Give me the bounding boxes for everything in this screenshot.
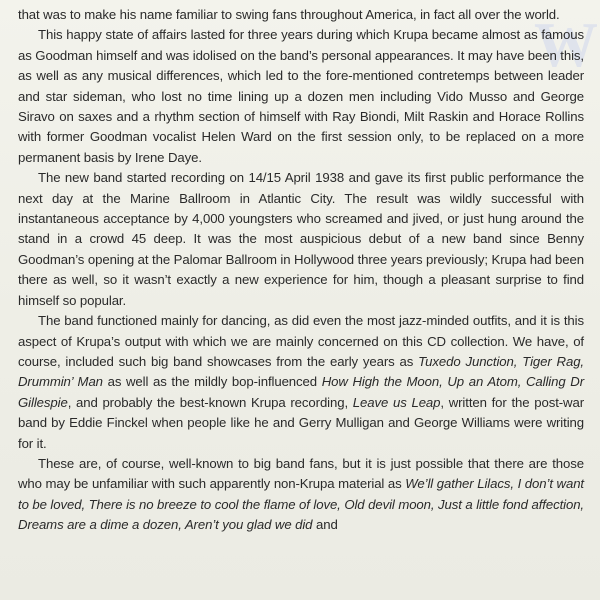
- song-title: Leave us Leap: [352, 394, 441, 410]
- paragraph-continuation: that was to make his name familiar to swing fans throughout America, in fact all over the world.: [18, 7, 560, 22]
- liner-notes-text: [18, 5, 584, 536]
- paragraph-non-krupa-material: [18, 454, 584, 536]
- text-run: and: [312, 517, 338, 533]
- song-titles: How High the Moon, Up an Atom, Calling Dr Gillespie: [18, 374, 584, 410]
- song-titles: We’ll gather Lilacs, I don’t want to be loved, There is no breeze to cool the flame of love, Old devil moon, Just a little fond affection, Dreams are a dime a dozen, Aren’t you glad we did: [18, 476, 584, 533]
- paragraph-dance-band: [18, 311, 584, 454]
- text-run: The band functioned mainly for dancing, as did even the most jazz-minded outfits, and it is this aspect of Krupa’s output with which we are mainly concerned on this CD collection. We have, of course, included such big band showcases from the early years as: [18, 313, 584, 369]
- text-run: These are, of course, well-known to big band fans, but it is just possible that there are those who may be unfamiliar with such apparently non-Krupa material as: [18, 455, 584, 492]
- text-run: , and probably the best-known Krupa recording,: [67, 394, 353, 410]
- paragraph-krupa-fame: This happy state of affairs lasted for three years during which Krupa became almost as famous as Goodman himself and was idolised on the band’s personal appearances. It may have been this, as well as any musical differences, which led to the fore-mentioned contretemps between leader and star sideman, who lost no time lining up a dozen men including Vido Musso and George Siravo on saxes and a rhythm section of himself with Ray Biondi, Milt Raskin and Horace Rollins with former Goodman vocalist Helen Ward on the first session only, to be replaced on a more permanent basis by Irene Daye.: [18, 27, 584, 165]
- text-run: , written for the post-war band by Eddie Finckel when people like he and Gerry Mulligan and George Williams were writing for it.: [18, 394, 584, 451]
- text-run: as well as the mildly bop-influenced: [102, 374, 322, 390]
- song-titles: Tuxedo Junction, Tiger Rag, Drummin’ Man: [18, 353, 584, 390]
- show-through-letter: W: [534, 9, 592, 80]
- paragraph-new-band-debut: The new band started recording on 14/15 April 1938 and gave its first public performance the next day at the Marine Ballroom in Atlantic City. The result was wildly successful with instantaneous acceptance by 4,000 youngsters who screamed and jived, or just hung around the stand in a crowd 45 deep. It was the most auspicious debut of a new band since Benny Goodman’s opening at the Palomar Ballroom in Hollywood three years previously; Krupa had been there as well, so it wasn’t exactly a new experience for him, though a pleasant surprise to find himself so popular.: [18, 170, 584, 308]
